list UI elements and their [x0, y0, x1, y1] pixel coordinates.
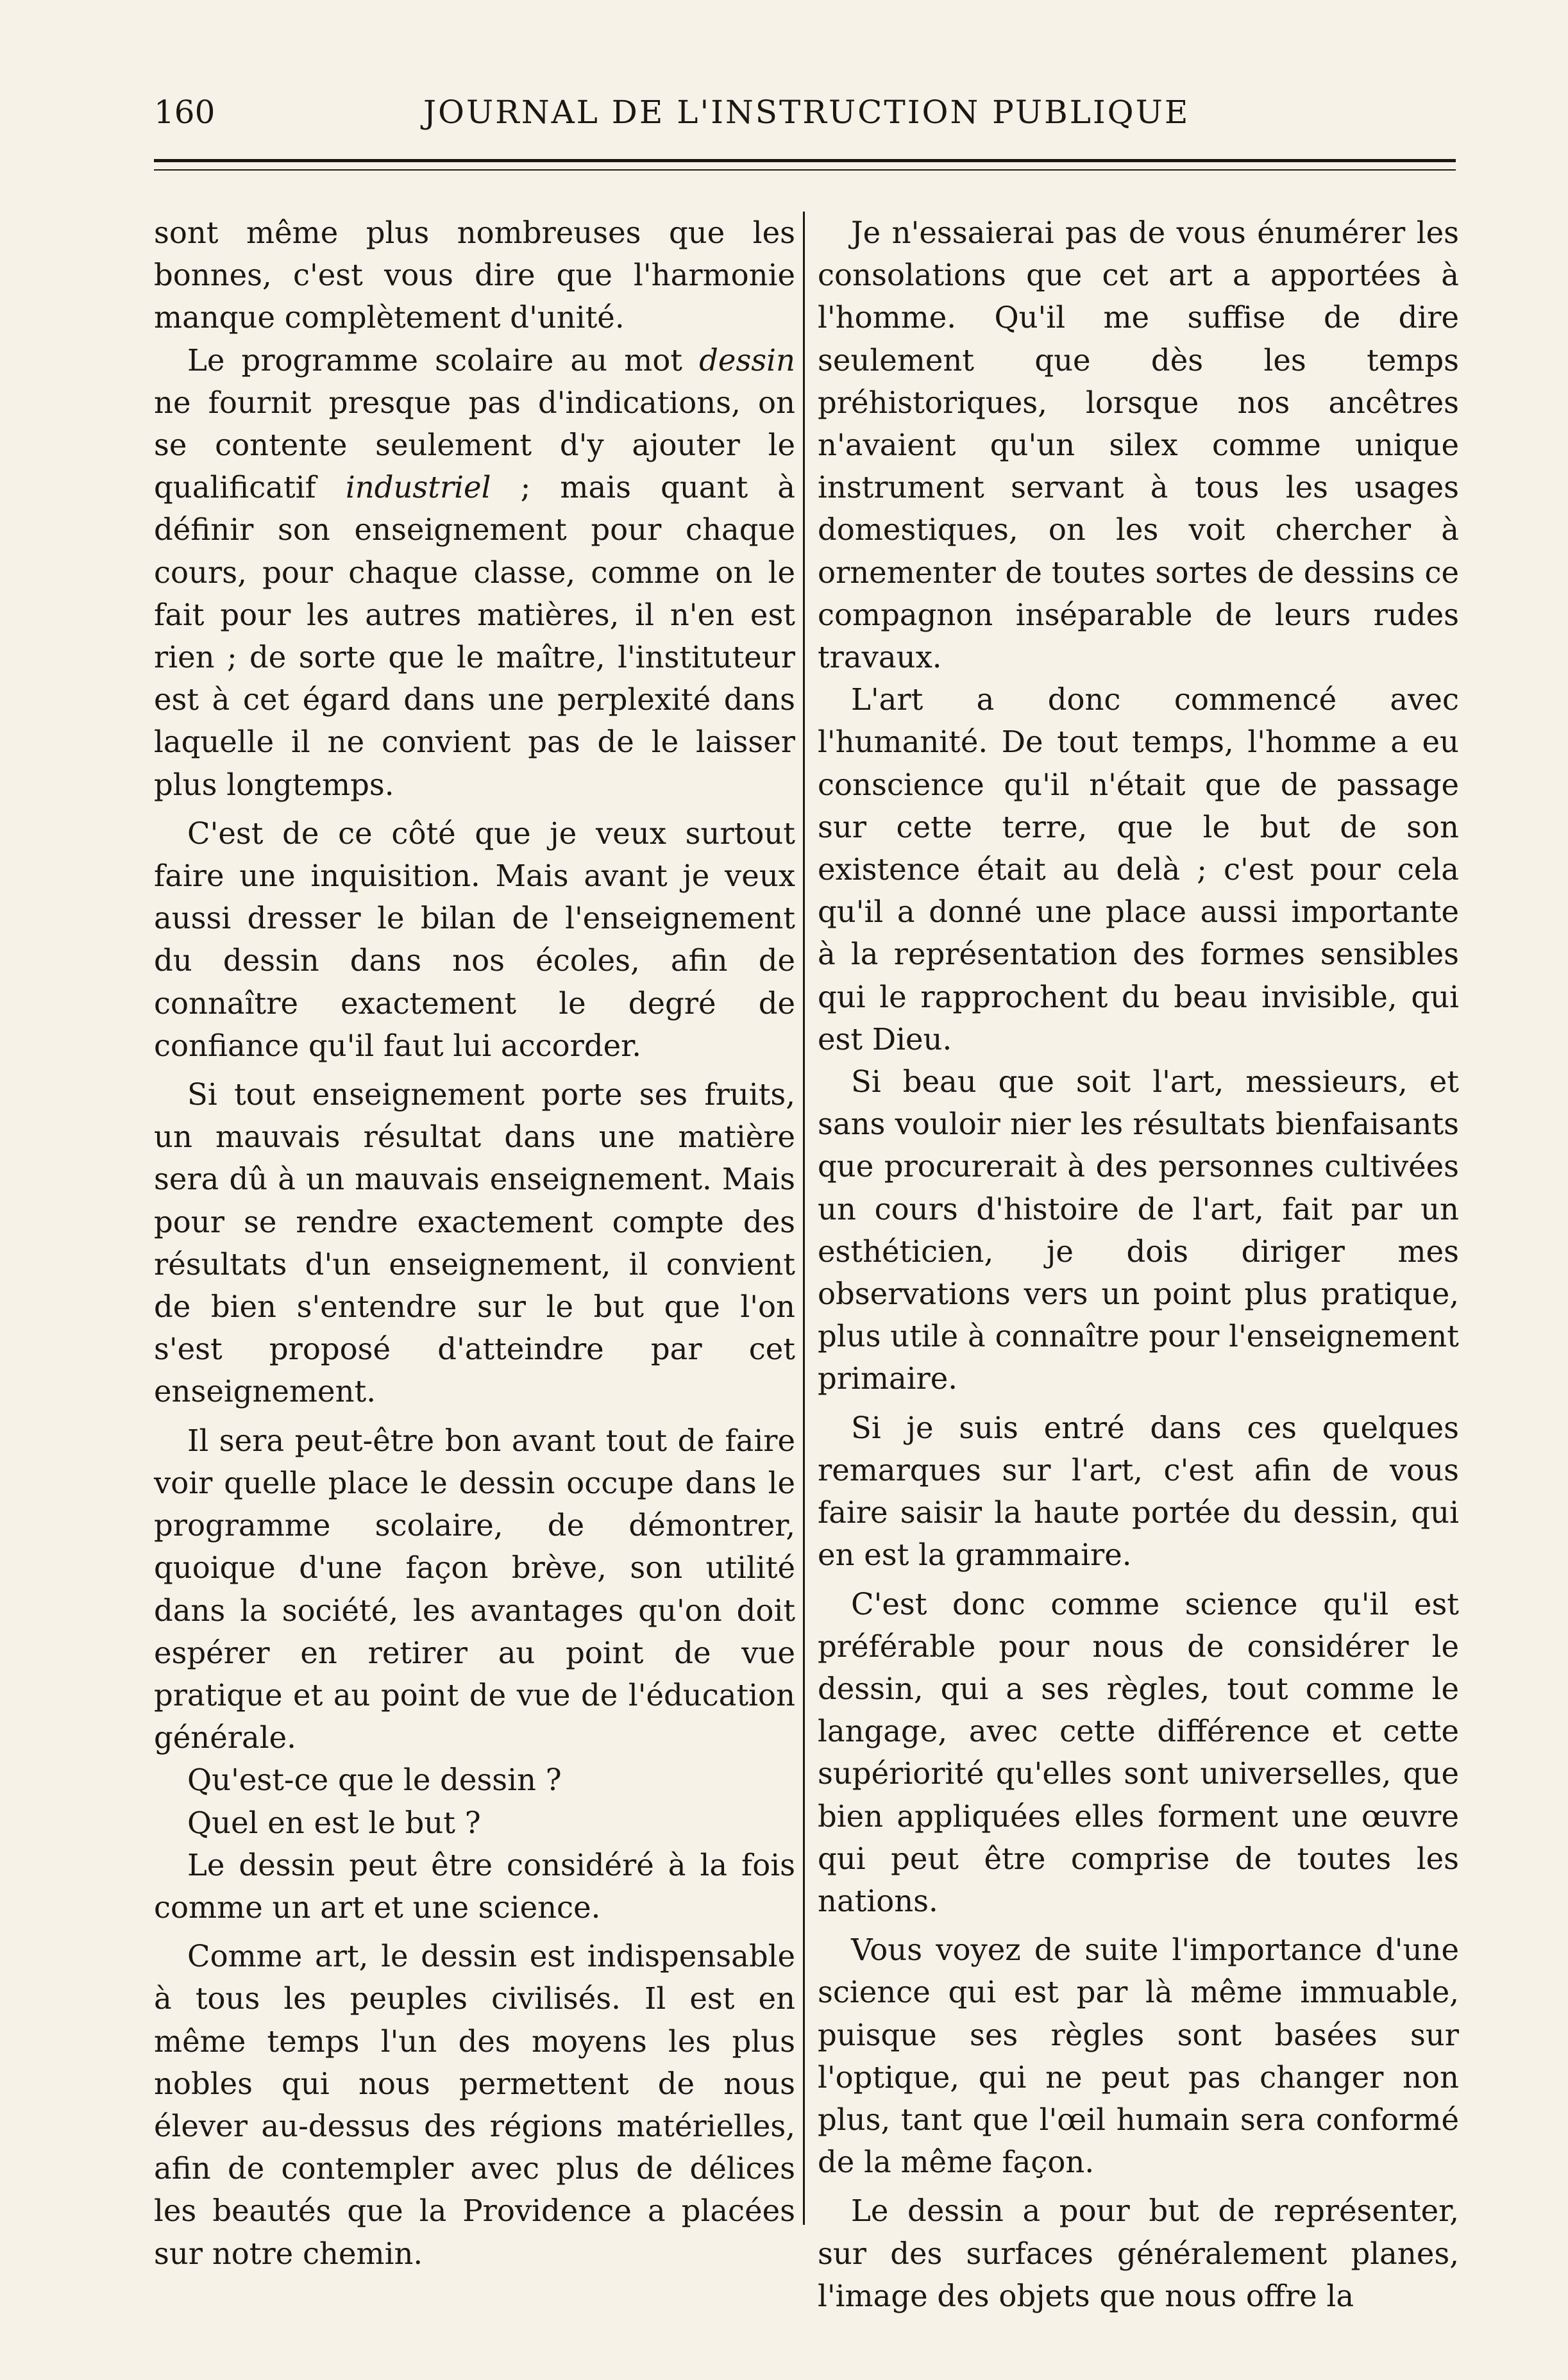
header-rule-thick: [154, 159, 1456, 162]
paragraph: Qu'est-ce que le dessin ?: [187, 1763, 562, 1798]
paragraph: C'est donc comme science qu'il est préférable pour nous de considérer le dessin, qui a ses règles, tout comme le langage, avec cette différence et cette supériorité qu'elles sont universelles, que bien appliquées elles forment une œuvre qui peut être comprise de toutes les nations.: [818, 1586, 1459, 1918]
paragraph: sont même plus nombreuses que les bonnes, c'est vous dire que l'harmonie manque complètement d'unité.: [154, 215, 795, 335]
paragraph: Si je suis entré dans ces quelques remarques sur l'art, c'est afin de vous faire saisir la haute portée du dessin, qui en est la grammaire.: [818, 1410, 1459, 1573]
page-header: [154, 90, 1456, 141]
paragraph: C'est de ce côté que je veux surtout faire une inquisition. Mais avant je veux aussi dresser le bilan de l'enseignement du dessin dans nos écoles, afin de connaître exactement le degré de confiance qu'il faut lui accorder.: [154, 816, 795, 1063]
italic-term: dessin: [699, 342, 795, 378]
journal-title: JOURNAL DE L'INSTRUCTION PUBLIQUE: [423, 94, 1190, 131]
paragraph: Le dessin a pour but de représenter, sur des surfaces généralement planes, l'image des objets que nous offre la: [818, 2193, 1459, 2313]
column-divider: [803, 212, 805, 2225]
paragraph: Il sera peut-être bon avant tout de faire voir quelle place le dessin occupe dans le programme scolaire, de démontrer, quoique d'une façon brève, son utilité dans la société, les avantages qu'on doit espérer en retirer au point de vue pratique et au point de vue de l'éducation générale.: [154, 1423, 795, 1756]
page-number: 160: [154, 94, 215, 131]
paragraph: Comme art, le dessin est indispensable à tous les peuples civilisés. Il est en même temps l'un des moyens les plus nobles qui nous permettent de nous élever au-dessus des régions matérielles, afin de contempler avec plus de délices les beautés que la Providence a placées sur notre chemin.: [154, 1939, 795, 2271]
left-column: [154, 212, 795, 2275]
paragraph: Si beau que soit l'art, messieurs, et sans vouloir nier les résultats bienfaisants que procurerait à des personnes cultivées un cours d'histoire de l'art, fait par un esthéticien, je dois diriger mes observations vers un point plus pratique, plus utile à connaître pour l'enseignement primaire.: [818, 1064, 1459, 1396]
paragraph: Si tout enseignement porte ses fruits, un mauvais résultat dans une matière sera dû à un mauvais enseignement. Mais pour se rendre exactement compte des résultats d'un enseignement, il convient de bien s'entendre sur le but que l'on s'est proposé d'atteindre par cet enseignement.: [154, 1077, 795, 1409]
paragraph: Je n'essaierai pas de vous énumérer les consolations que cet art a apportées à l'homme. Qu'il me suffise de dire seulement que dès les temps préhistoriques, lorsque nos ancêtres n'avaient qu'un silex comme unique instrument servant à tous les usages domestiques, on les voit chercher à ornementer de toutes sortes de dessins ce compagnon inséparable de leurs rudes travaux.: [818, 215, 1459, 675]
header-rule-thin: [154, 169, 1456, 171]
paragraph: Le programme scolaire au mot dessin ne fournit presque pas d'indications, on se contente seulement d'y ajouter le qualificatif industriel ; mais quant à définir son enseignement pour chaque cours, pour chaque classe, comme on le fait pour les autres matières, il n'en est rien ; de sorte que le maître, l'instituteur est à cet égard dans une perplexité dans laquelle il ne convient pas de le laisser plus longtemps.: [154, 342, 796, 802]
paragraph: Le dessin peut être considéré à la fois comme un art et une science.: [154, 1847, 795, 1925]
paragraph: L'art a donc commencé avec l'humanité. De tout temps, l'homme a eu conscience qu'il n'était que de passage sur cette terre, que le but de son existence était au delà ; c'est pour cela qu'il a donné une place aussi importante à la représentation des formes sensibles qui le rapprochent du beau invisible, qui est Dieu.: [818, 682, 1459, 1057]
right-column: [818, 212, 1459, 2317]
italic-term: industriel: [345, 470, 491, 505]
paragraph: Quel en est le but ?: [187, 1805, 481, 1840]
paragraph: Vous voyez de suite l'importance d'une science qui est par là même immuable, puisque ses règles sont basées sur l'optique, qui ne peut pas changer non plus, tant que l'œil humain sera conformé de la même façon.: [818, 1932, 1459, 2180]
